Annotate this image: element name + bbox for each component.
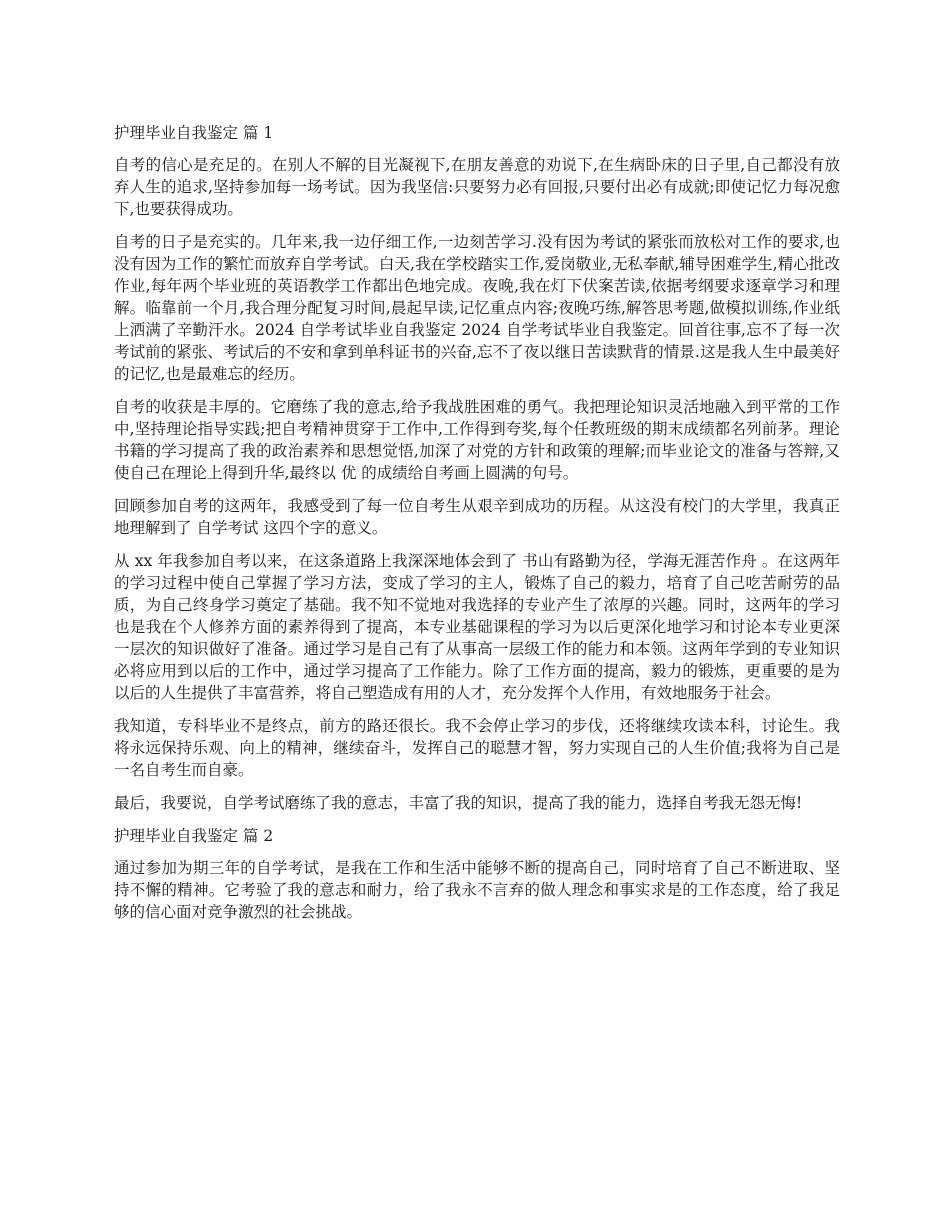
section-2 xyxy=(114,825,840,923)
document-body xyxy=(114,122,840,934)
paragraph: 我知道，专科毕业不是终点，前方的路还很长。我不会停止学习的步伐，还将继续攻读本科，讨论生。我将永远保持乐观、向上的精神，继续奋斗，发挥自己的聪慧才智，努力实现自己的人生价值;我将为自己是一名自考生而自豪。 xyxy=(114,717,840,779)
paragraph: 最后，我要说，自学考试磨练了我的意志，丰富了我的知识，提高了我的能力，选择自考我无怨无悔! xyxy=(114,794,803,812)
section-1 xyxy=(114,122,840,814)
paragraph: 回顾参加自考的这两年，我感受到了每一位自考生从艰辛到成功的历程。从这没有校门的大学里，我真正地理解到了 自学考试 这四个字的意义。 xyxy=(114,497,840,537)
paragraph: 自考的日子是充实的。几年来,我一边仔细工作,一边刻苦学习.没有因为考试的紧张而放松对工作的要求,也没有因为工作的繁忙而放弃自学考试。白天,我在学校踏实工作,爱岗敬业,无私奉献,辅导困难学生,精心批改作业,每年两个毕业班的英语教学工作都出色地完成。夜晚,我在灯下伏案苦读,依据考纲要求逐章学习和理解。临靠前一个月,我合理分配复习时间,晨起早读,记忆重点内容;夜晚巧练,解答思考题,做模拟训练,作业纸上洒满了辛勤汗水。2024 自学考试毕业自我鉴定 2024 自学考试毕业自我鉴定。回首往事,忘不了每一次考试前的紧张、考试后的不安和拿到单科证书的兴奋,忘不了夜以继日苦读默背的情景.这是我人生中最美好的记忆,也是最难忘的经历。 xyxy=(114,233,840,383)
paragraph: 通过参加为期三年的自学考试，是我在工作和生活中能够不断的提高自己，同时培育了自己不断进取、坚持不懈的精神。它考验了我的意志和耐力，给了我永不言弃的做人理念和事实求是的工作态度，给了我足够的信心面对竞争激烈的社会挑战。 xyxy=(114,859,840,921)
section-heading: 护理毕业自我鉴定 篇 2 xyxy=(114,827,274,845)
paragraph: 自考的收获是丰厚的。它磨练了我的意志,给予我战胜困难的勇气。我把理论知识灵活地融入到平常的工作中,坚持理论指导实践;把自考精神贯穿于工作中,工作得到夸奖,每个任教班级的期末成绩都名列前茅。理论书籍的学习提高了我的政治素养和思想觉悟,加深了对党的方针和政策的理解;而毕业论文的准备与答辩,又使自己在理论上得到升华,最终以 优 的成绩给自考画上圆满的句号。 xyxy=(114,398,840,482)
section-heading: 护理毕业自我鉴定 篇 1 xyxy=(114,124,274,142)
paragraph: 自考的信心是充足的。在别人不解的目光凝视下,在朋友善意的劝说下,在生病卧床的日子里,自己都没有放弃人生的追求,坚持参加每一场考试。因为我坚信:只要努力必有回报,只要付出必有成就;即使记忆力每况愈下,也要获得成功。 xyxy=(114,156,840,218)
paragraph: 从 xx 年我参加自考以来，在这条道路上我深深地体会到了 书山有路勤为径，学海无涯苦作舟 。在这两年的学习过程中使自己掌握了学习方法，变成了学习的主人，锻炼了自己的毅力，培育了自己吃苦耐劳的品质，为自己终身学习奠定了基础。我不知不觉地对我选择的专业产生了浓厚的兴趣。同时，这两年的学习也是我在个人修养方面的素养得到了提高，本专业基础课程的学习为以后更深化地学习和讨论本专业更深一层次的知识做好了准备。通过学习是自己有了从事高一层级工作的能力和本领。这两年学到的专业知识必将应用到以后的工作中，通过学习提高了工作能力。除了工作方面的提高，毅力的锻炼，更重要的是为以后的人生提供了丰富营养，将自己塑造成有用的人才，充分发挥个人作用，有效地服务于社会。 xyxy=(114,552,840,702)
